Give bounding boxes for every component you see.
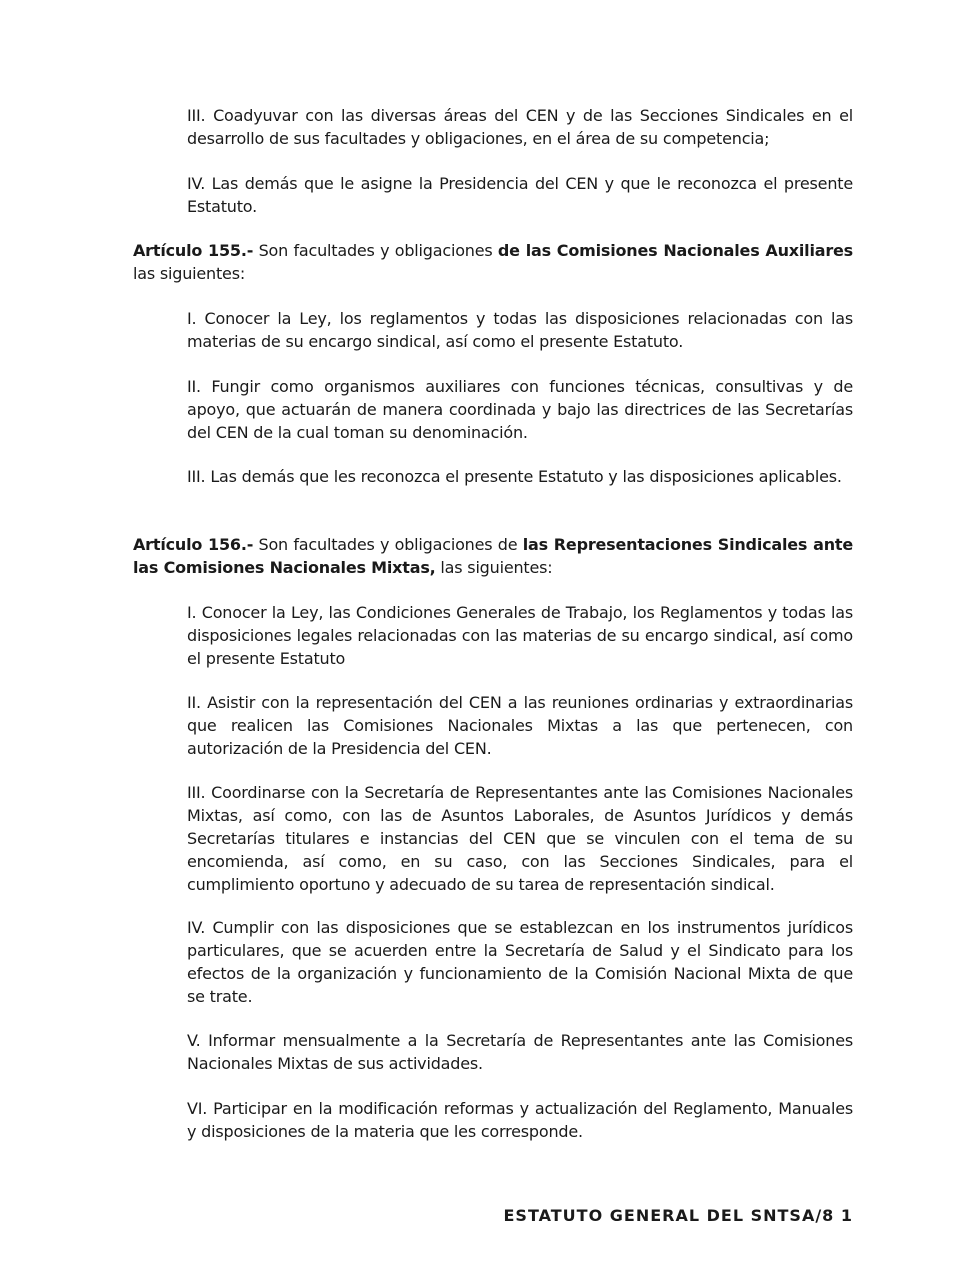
page-footer: ESTATUTO GENERAL DEL SNTSA/8 1 xyxy=(503,1206,853,1225)
article-156-item-i: I. Conocer la Ley, las Condiciones Generales de Trabajo, los Reglamentos y todas las disposiciones legales relacionadas con las materias de su encargo sindical, así como el presente Estatuto xyxy=(187,603,853,668)
article-155-text: Son facultades y obligaciones xyxy=(253,241,498,260)
article-155-text-end: las siguientes: xyxy=(133,264,246,283)
article-156-intro xyxy=(133,533,853,579)
article-156-item-iv: IV. Cumplir con las disposiciones que se establezcan en los instrumentos jurídicos particulares, que se acuerden entre la Secretaría de Salud y el Sindicato para los efectos de la organización y funcionamiento de la Comisión Nacional Mixta de que se trate. xyxy=(187,918,853,1006)
article-156-item-v: V. Informar mensualmente a la Secretaría de Representantes ante las Comisiones Nacionales Mixtas de sus actividades. xyxy=(187,1031,853,1073)
article-156-text-end: las siguientes: xyxy=(435,558,553,577)
article-156-label: Artículo 156.- xyxy=(133,535,254,554)
article-155-intro xyxy=(133,239,853,285)
article-155-label: Artículo 155.- xyxy=(133,241,254,260)
article-156-bold-text: las Representaciones Sindicales ante las Comisiones Nacionales Mixtas, xyxy=(133,535,853,577)
article-155-item-iii: III. Las demás que les reconozca el presente Estatuto y las disposiciones aplicables. xyxy=(187,467,842,486)
article-156-item-vi: VI. Participar en la modificación reformas y actualización del Reglamento, Manuales y disposiciones de la materia que les corresponde. xyxy=(187,1099,853,1141)
article-155-item-i: I. Conocer la Ley, los reglamentos y todas las disposiciones relacionadas con las materias de su encargo sindical, así como el presente Estatuto. xyxy=(187,309,853,351)
top-item-iv: IV. Las demás que le asigne la Presidencia del CEN y que le reconozca el presente Estatuto. xyxy=(187,174,853,216)
article-156-item-ii: II. Asistir con la representación del CEN a las reuniones ordinarias y extraordinarias que realicen las Comisiones Nacionales Mixtas a las que pertenecen, con autorización de la Presidencia del CEN. xyxy=(187,693,853,758)
article-155-item-ii: II. Fungir como organismos auxiliares con funciones técnicas, consultivas y de apoyo, que actuarán de manera coordinada y bajo las directrices de las Secretarías del CEN de la cual toman su denominación. xyxy=(187,377,853,442)
top-item-iii: III. Coadyuvar con las diversas áreas del CEN y de las Secciones Sindicales en el desarrollo de sus facultades y obligaciones, en el área de su competencia; xyxy=(187,106,853,148)
article-156-item-iii: III. Coordinarse con la Secretaría de Representantes ante las Comisiones Nacionales Mixtas, así como, con las de Asuntos Laborales, de Asuntos Jurídicos y demás Secretarías titulares e instancias del CEN que se vinculen con el tema de su encomienda, así como, en su caso, con las Secciones Sindicales, para el cumplimiento oportuno y adecuado de su tarea de representación sindical. xyxy=(187,783,853,894)
article-156-text: Son facultades y obligaciones de xyxy=(253,535,523,554)
article-155-bold-text: de las Comisiones Nacionales Auxiliares xyxy=(497,241,854,260)
